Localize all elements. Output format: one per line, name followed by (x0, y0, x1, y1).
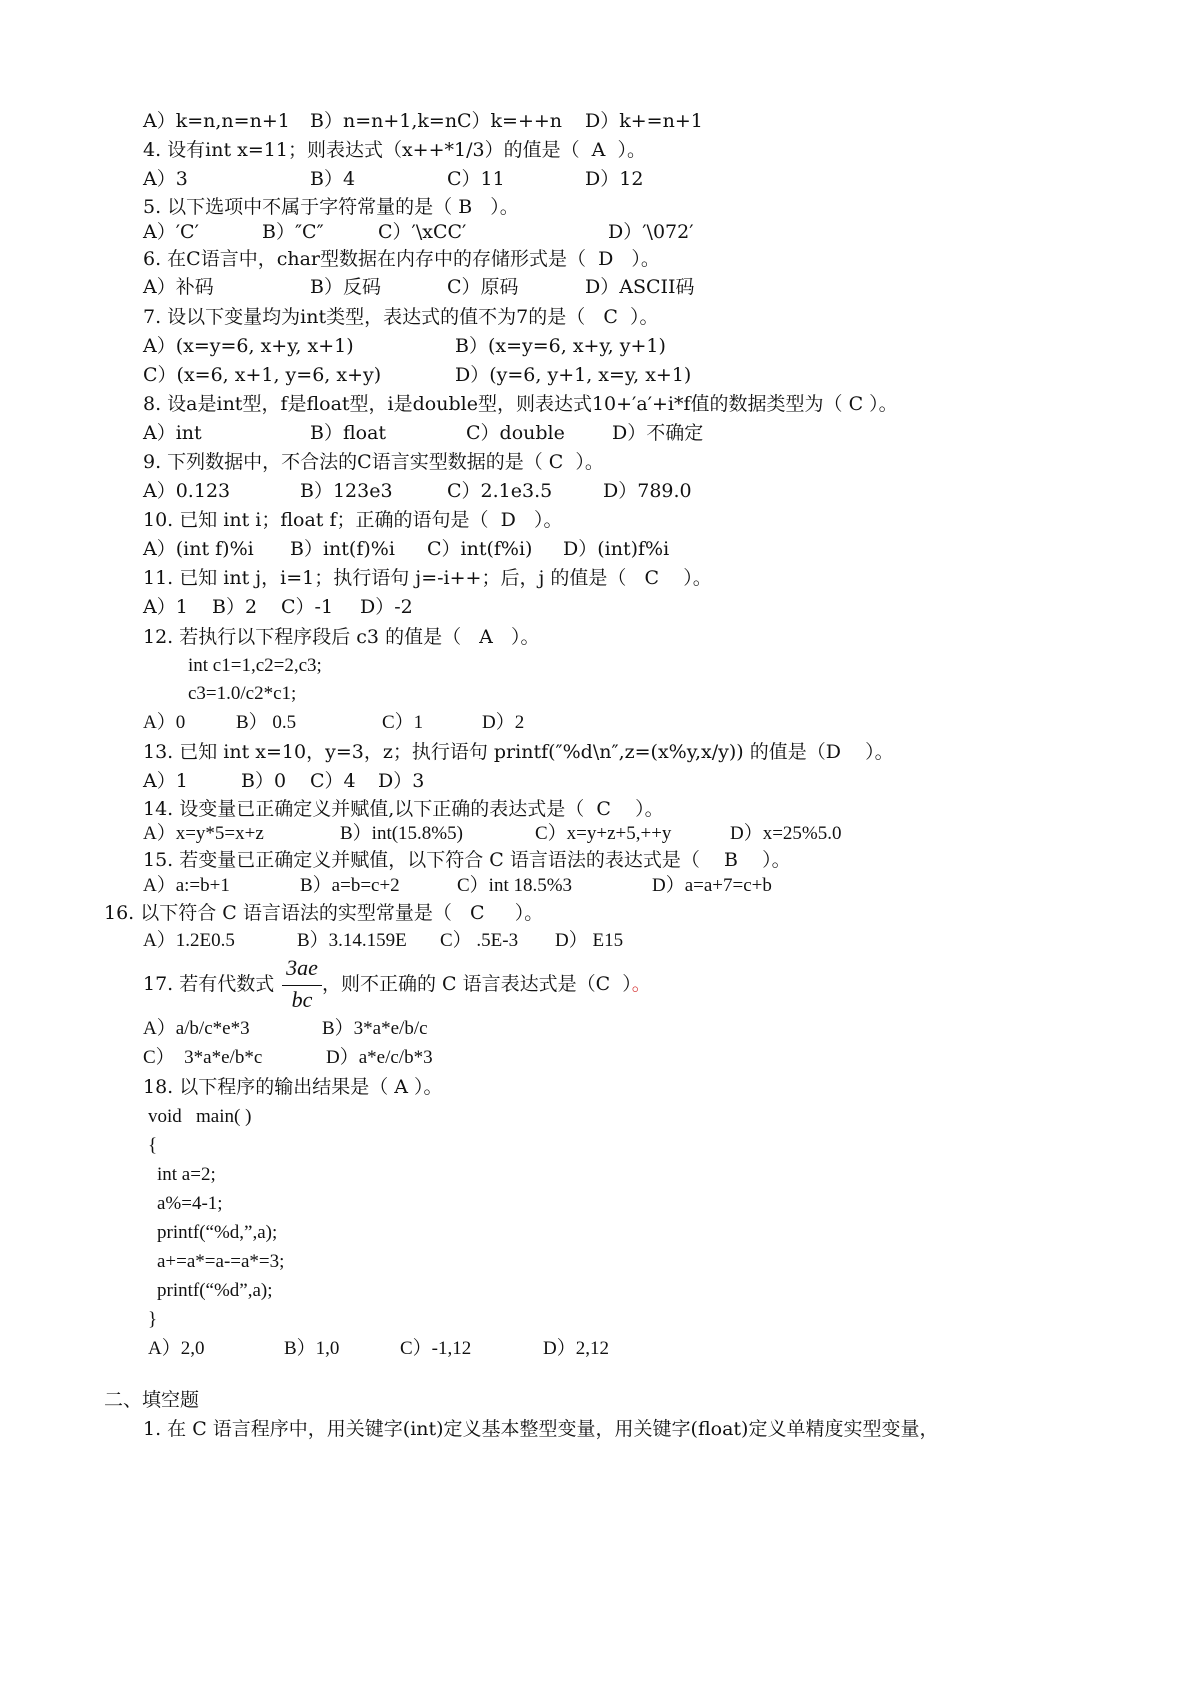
q6-option-a: A）补码 (143, 276, 214, 298)
question-18: 18. 以下程序的输出结果是（ A ）。 (143, 1076, 443, 1098)
q15-option-b: B）a=b=c+2 (300, 875, 400, 896)
q9-option-d: D）789.0 (603, 480, 692, 502)
question-6: 6. 在C语言中，char型数据在内存中的存储形式是（ D ）。 (143, 248, 660, 270)
q4-option-d: D）12 (585, 168, 644, 190)
q3-option-d: D）k+=n+1 (585, 110, 703, 132)
q12-code-line-2: c3=1.0/c2*c1; (188, 683, 297, 704)
q18-code-line-2: { (148, 1135, 158, 1156)
question-16: 16. 以下符合 C 语言语法的实型常量是（ C ）。 (104, 902, 544, 924)
q12-option-a: A）0 (143, 712, 186, 733)
q18-code-line-3: int a=2; (157, 1164, 216, 1185)
q10-option-c: C）int(f%i) (427, 538, 533, 560)
q3-option-b: B）n=n+1,k=n (310, 110, 458, 132)
q13-option-d: D）3 (378, 770, 425, 792)
q15-option-a: A）a:=b+1 (143, 875, 230, 896)
q3-option-c: C）k=++n (457, 110, 563, 132)
q14-option-b: B）int(15.8%5) (340, 823, 463, 844)
question-4: 4. 设有int x=11；则表达式（x++*1/3）的值是（ A ）。 (143, 139, 646, 161)
q18-option-c: C）-1,12 (400, 1338, 472, 1359)
q18-code-line-6: a+=a*=a-=a*=3; (157, 1251, 285, 1272)
question-8: 8. 设a是int型，f是float型，i是double型，则表达式10+′a′+i*f值的数据类型为（ C ）。 (143, 393, 898, 415)
q12-option-c: C）1 (382, 712, 424, 733)
question-10: 10. 已知 int i；float f；正确的语句是（ D ）。 (143, 509, 563, 531)
q17-option-a: A）a/b/c*e*3 (143, 1018, 250, 1039)
q7-option-d: D）(y=6, y+1, x=y, x+1) (455, 364, 692, 386)
q16-option-a: A）1.2E0.5 (143, 930, 235, 951)
q4-option-a: A）3 (143, 168, 188, 190)
q18-option-b: B）1,0 (284, 1338, 340, 1359)
question-13: 13. 已知 int x=10，y=3，z；执行语句 printf(″%d\n″,z=(x%y,x/y)) 的值是（D ）。 (143, 741, 894, 763)
q16-option-d: D） E15 (555, 930, 624, 951)
q5-option-a: A）′C′ (143, 221, 199, 243)
q7-option-c: C）(x=6, x+1, y=6, x+y) (143, 364, 382, 386)
q16-option-b: B）3.14.159E (297, 930, 407, 951)
q14-option-d: D）x=25%5.0 (730, 823, 842, 844)
q18-code-line-4: a%=4-1; (157, 1193, 223, 1214)
question-17-text: ，则不正确的 C 语言表达式是（C ） (322, 973, 632, 995)
q7-option-a: A）(x=y=6, x+y, x+1) (143, 335, 354, 357)
q4-option-b: B）4 (310, 168, 356, 190)
fraction-bar (282, 985, 322, 986)
q18-option-a: A）2,0 (148, 1338, 205, 1359)
q5-option-c: C）′\xCC′ (378, 221, 467, 243)
question-17-prefix: 17. 若有代数式 (143, 973, 275, 995)
question-14: 14. 设变量已正确定义并赋值,以下正确的表达式是（ C ）。 (143, 798, 664, 820)
q17-option-c: C） 3*a*e/b*c (143, 1047, 263, 1068)
q17-option-b: B）3*a*e/b/c (322, 1018, 428, 1039)
question-17-end-mark: 。 (631, 973, 651, 995)
question-9: 9. 下列数据中，不合法的C语言实型数据的是（ C ）。 (143, 451, 604, 473)
q11-option-a: A）1 (143, 596, 188, 618)
q18-code-line-1: void main( ) (148, 1106, 252, 1127)
q10-option-b: B）int(f)%i (290, 538, 395, 560)
q5-option-d: D）′\072′ (608, 221, 694, 243)
fraction-denominator: bc (291, 987, 313, 1012)
q18-code-line-8: } (148, 1309, 158, 1330)
q9-option-b: B）123e3 (300, 480, 393, 502)
q10-option-a: A）(int f)%i (143, 538, 254, 560)
q5-option-b: B）″C″ (262, 221, 324, 243)
q18-option-d: D）2,12 (543, 1338, 609, 1359)
q18-code-line-5: printf(“%d,”,a); (157, 1222, 278, 1243)
q6-option-b: B）反码 (310, 276, 381, 298)
q12-option-b: B） 0.5 (236, 712, 297, 733)
q15-option-d: D）a=a+7=c+b (652, 875, 772, 896)
q6-option-d: D）ASCII码 (585, 276, 695, 298)
q6-option-c: C）原码 (447, 276, 519, 298)
q9-option-a: A）0.123 (143, 480, 231, 502)
q8-option-d: D）不确定 (612, 422, 704, 444)
q11-option-c: C）-1 (281, 596, 334, 618)
q10-option-d: D）(int)f%i (563, 538, 670, 560)
q13-option-b: B）0 (241, 770, 287, 792)
q8-option-b: B）float (310, 422, 387, 444)
q12-code-line-1: int c1=1,c2=2,c3; (188, 655, 322, 676)
q8-option-c: C）double (466, 422, 565, 444)
question-5: 5. 以下选项中不属于字符常量的是（ B ）。 (143, 196, 519, 218)
question-7: 7. 设以下变量均为int类型，表达式的值不为7的是（ C ）。 (143, 306, 659, 328)
q18-code-line-7: printf(“%d”,a); (157, 1280, 273, 1301)
q14-option-c: C）x=y+z+5,++y (535, 823, 672, 844)
section-2-heading: 二、填空题 (104, 1389, 200, 1411)
fraction-numerator: 3ae (286, 955, 318, 980)
q7-option-b: B）(x=y=6, x+y, y+1) (455, 335, 666, 357)
question-12: 12. 若执行以下程序段后 c3 的值是（ A ）。 (143, 626, 540, 648)
q13-option-a: A）1 (143, 770, 188, 792)
q11-option-d: D）-2 (360, 596, 413, 618)
q12-option-d: D）2 (482, 712, 525, 733)
q17-option-d: D）a*e/c/b*3 (326, 1047, 433, 1068)
question-15: 15. 若变量已正确定义并赋值，以下符合 C 语言语法的表达式是（ B ）。 (143, 849, 791, 871)
question-11: 11. 已知 int j，i=1；执行语句 j=-i++；后，j 的值是（ C ）。 (143, 567, 712, 589)
q3-option-a: A）k=n,n=n+1 (143, 110, 290, 132)
q16-option-c: C） .5E-3 (440, 930, 519, 951)
q14-option-a: A）x=y*5=x+z (143, 823, 264, 844)
q9-option-c: C）2.1e3.5 (447, 480, 553, 502)
q13-option-c: C）4 (310, 770, 356, 792)
q15-option-c: C）int 18.5%3 (457, 875, 573, 896)
q4-option-c: C）11 (447, 168, 505, 190)
fill-blank-question-1: 1. 在 C 语言程序中，用关键字(int)定义基本整型变量，用关键字(float)定义单精度实型变量， (143, 1418, 939, 1440)
q8-option-a: A）int (143, 422, 202, 444)
question-17-suffix (322, 971, 651, 997)
q11-option-b: B）2 (212, 596, 258, 618)
